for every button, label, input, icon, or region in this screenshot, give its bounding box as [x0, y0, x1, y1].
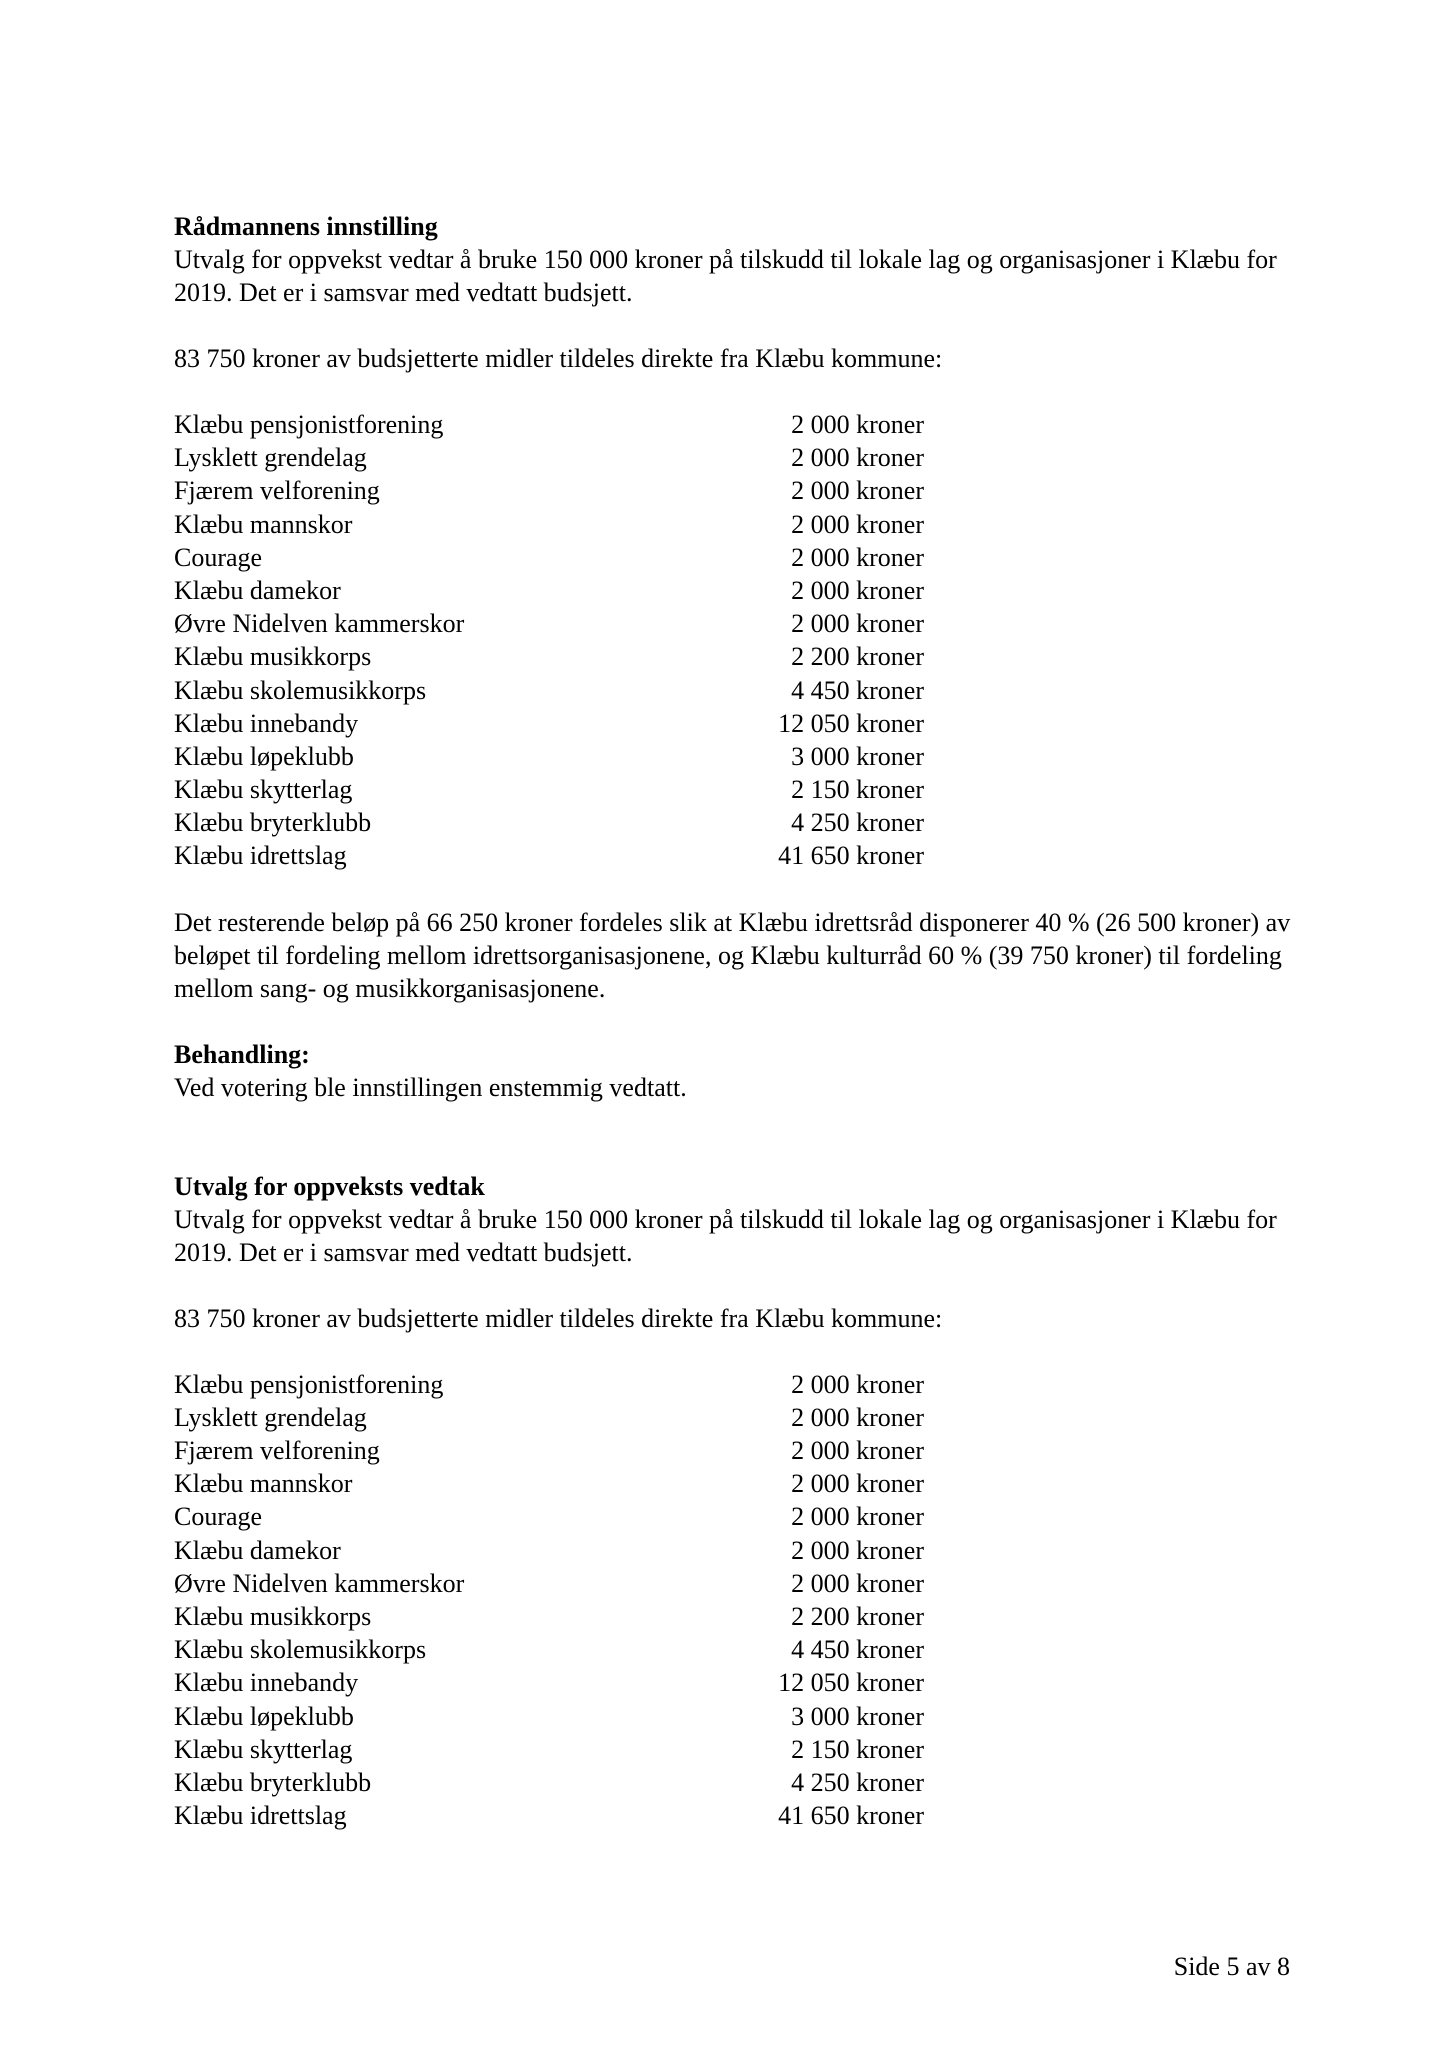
table-row — [174, 1401, 924, 1434]
table-row — [174, 508, 924, 541]
table-row — [174, 1799, 924, 1832]
table-row — [174, 1700, 924, 1733]
grant-amount: 2 000 kroner — [791, 1502, 924, 1532]
grant-amount: 2 200 kroner — [791, 1601, 924, 1631]
organization-name: Klæbu pensjonistforening — [174, 1369, 444, 1399]
grant-amount: 2 150 kroner — [791, 775, 924, 805]
section-heading-utvalg-vedtak: Utvalg for oppveksts vedtak — [174, 1171, 485, 1201]
organization-name: Courage — [174, 542, 263, 572]
organization-name: Klæbu skytterlag — [174, 1734, 353, 1764]
grant-amount: 12 050 kroner — [778, 1668, 924, 1698]
grant-amount: 4 250 kroner — [791, 808, 924, 838]
grant-amount: 2 000 kroner — [791, 443, 924, 473]
organization-name: Klæbu skolemusikkorps — [174, 675, 427, 705]
grant-amount: 3 000 kroner — [791, 741, 924, 771]
grant-amount: 2 000 kroner — [791, 1469, 924, 1499]
organization-name: Klæbu bryterklubb — [174, 808, 372, 838]
table-row — [174, 607, 924, 640]
table-row — [174, 574, 924, 607]
table-row — [174, 1733, 924, 1766]
organization-name: Klæbu mannskor — [174, 1469, 353, 1499]
grant-amount: 41 650 kroner — [778, 841, 924, 871]
organization-name: Klæbu innebandy — [174, 708, 359, 738]
table-row — [174, 1534, 924, 1567]
grant-amount: 2 000 kroner — [791, 476, 924, 506]
table-row — [174, 441, 924, 474]
grant-amount: 4 450 kroner — [791, 1635, 924, 1665]
grant-amount: 2 000 kroner — [791, 1436, 924, 1465]
organization-name: Øvre Nidelven kammerskor — [174, 1568, 465, 1598]
section-intro-paragraph: Utvalg for oppvekst vedtar å bruke 150 000 kroner på tilskudd til lokale lag og organisasjoner i Klæbu for 2019. Det er i samsvar med vedtatt budsjett. — [174, 1204, 1277, 1267]
document-body — [174, 210, 1304, 1832]
table-row — [174, 1633, 924, 1666]
grant-amount: 41 650 kroner — [778, 1801, 924, 1831]
table-row — [174, 1600, 924, 1633]
remainder-paragraph: Det resterende beløp på 66 250 kroner fordeles slik at Klæbu idrettsråd disponerer 40 % (26 500 kroner) av beløpet til fordeling mellom idrettsorganisasjonene, og Klæbu kulturråd 60 % (39 750 kroner) til fordeling mellom sang- og musikkorganisasjonene. — [174, 907, 1291, 1003]
table-row — [174, 474, 924, 507]
behandling-text: Ved votering ble innstillingen enstemmig vedtatt. — [174, 1072, 687, 1102]
organization-name: Klæbu mannskor — [174, 509, 353, 539]
organization-name: Klæbu idrettslag — [174, 1801, 347, 1831]
table-row — [174, 1666, 924, 1699]
organization-name: Klæbu idrettslag — [174, 841, 347, 871]
grant-amount: 12 050 kroner — [778, 708, 924, 738]
table-row — [174, 773, 924, 806]
grant-amount: 2 200 kroner — [791, 642, 924, 672]
grant-amount: 4 250 kroner — [791, 1767, 924, 1797]
organization-name: Lysklett grendelag — [174, 443, 367, 473]
table-row — [174, 1368, 924, 1401]
organization-name: Lysklett grendelag — [174, 1402, 367, 1432]
table-row — [174, 1434, 924, 1467]
organization-name: Klæbu skolemusikkorps — [174, 1635, 427, 1665]
grant-amount: 2 000 kroner — [791, 1402, 924, 1432]
grant-amount: 2 000 kroner — [791, 542, 924, 572]
direct-allocation-paragraph: 83 750 kroner av budsjetterte midler tildeles direkte fra Klæbu kommune: — [174, 1303, 943, 1333]
section-heading-radmannens-innstilling: Rådmannens innstilling — [174, 212, 438, 241]
organization-name: Klæbu løpeklubb — [174, 1701, 354, 1731]
section-intro-paragraph: Utvalg for oppvekst vedtar å bruke 150 000 kroner på tilskudd til lokale lag og organisasjoner i Klæbu for 2019. Det er i samsvar med vedtatt budsjett. — [174, 245, 1277, 307]
allocation-table-body — [174, 408, 924, 873]
grant-amount: 2 000 kroner — [791, 1369, 924, 1399]
grant-amount: 2 000 kroner — [791, 609, 924, 639]
table-row — [174, 707, 924, 740]
table-row — [174, 1467, 924, 1500]
grant-amount: 2 000 kroner — [791, 410, 924, 439]
organization-name: Øvre Nidelven kammerskor — [174, 609, 465, 639]
organization-name: Fjærem velforening — [174, 476, 380, 506]
allocation-table-body — [174, 1368, 924, 1833]
organization-name: Klæbu damekor — [174, 575, 341, 605]
table-row — [174, 408, 924, 441]
table-row — [174, 839, 924, 872]
page-number: Side 5 av 8 — [1173, 1952, 1290, 1981]
organization-name: Fjærem velforening — [174, 1436, 380, 1465]
table-row — [174, 1500, 924, 1533]
organization-name: Klæbu skytterlag — [174, 775, 353, 805]
organization-name: Klæbu damekor — [174, 1535, 341, 1565]
allocation-table — [174, 1368, 924, 1833]
organization-name: Klæbu innebandy — [174, 1668, 359, 1698]
organization-name: Klæbu musikkorps — [174, 642, 372, 672]
grant-amount: 2 000 kroner — [791, 575, 924, 605]
table-row — [174, 674, 924, 707]
table-row — [174, 640, 924, 673]
organization-name: Klæbu bryterklubb — [174, 1767, 372, 1797]
table-row — [174, 1567, 924, 1600]
allocation-table — [174, 408, 924, 873]
table-row — [174, 1766, 924, 1799]
table-row — [174, 740, 924, 773]
grant-amount: 3 000 kroner — [791, 1701, 924, 1731]
direct-allocation-paragraph: 83 750 kroner av budsjetterte midler tildeles direkte fra Klæbu kommune: — [174, 344, 943, 373]
grant-amount: 2 000 kroner — [791, 509, 924, 539]
table-row — [174, 806, 924, 839]
table-row — [174, 541, 924, 574]
grant-amount: 4 450 kroner — [791, 675, 924, 705]
organization-name: Klæbu løpeklubb — [174, 741, 354, 771]
organization-name: Klæbu musikkorps — [174, 1601, 372, 1631]
grant-amount: 2 000 kroner — [791, 1568, 924, 1598]
grant-amount: 2 150 kroner — [791, 1734, 924, 1764]
organization-name: Courage — [174, 1502, 263, 1532]
behandling-heading: Behandling: — [174, 1039, 310, 1069]
organization-name: Klæbu pensjonistforening — [174, 410, 444, 439]
grant-amount: 2 000 kroner — [791, 1535, 924, 1565]
